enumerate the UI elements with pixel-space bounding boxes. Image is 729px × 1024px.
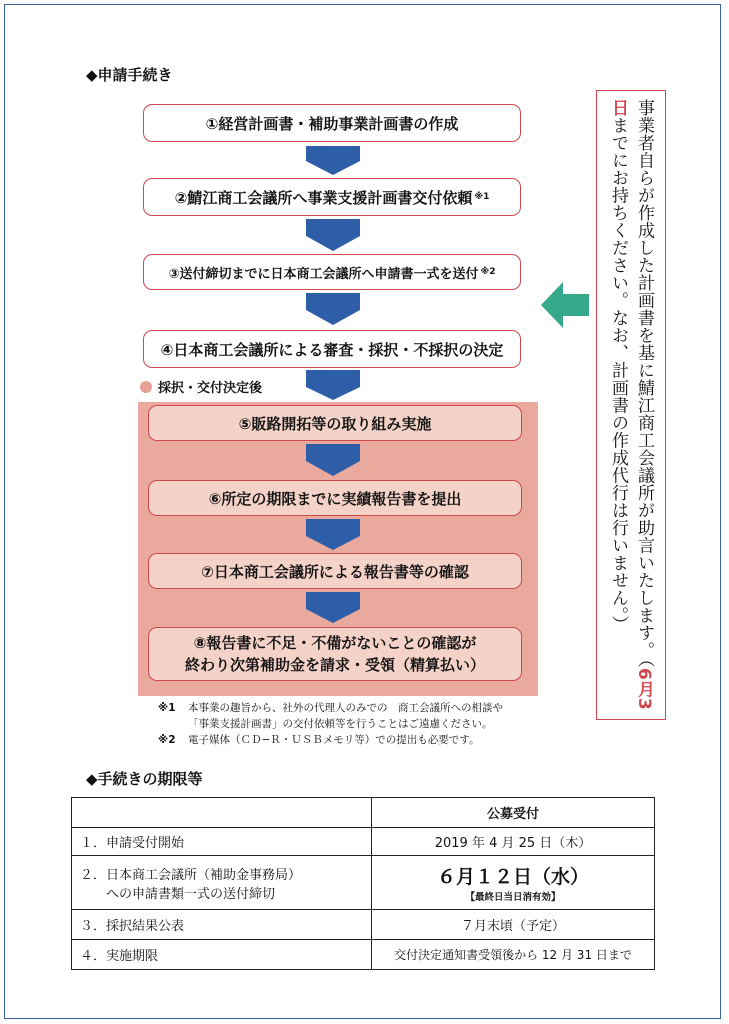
step-3 [143,254,521,290]
step-6-label: ⑥所定の期限までに実績報告書を提出 [208,489,462,508]
side-note-part1: 事業者自らが作成した計画書を基に鯖江商工会議所が助言いたします。 [634,99,654,659]
step-3-label: ③送付締切までに日本商工会議所へ申請書一式を送付 [168,266,479,282]
deadline-table [71,797,655,970]
footnote-1-mark: ※1 [158,702,176,714]
deadline-section-title: ◆手続きの期限等 [86,770,203,788]
step-4 [143,330,521,368]
apply-section-title: ◆申請手続き [86,66,173,84]
row-2-label [72,856,372,910]
step-8 [148,627,522,681]
row-4-value: 交付決定通知書受領後から 12 月 31 日まで [372,940,655,970]
table-row [72,940,655,970]
step-8-label-line1: ⑧報告書に不足・不備がないことの確認が [193,634,477,652]
step-7-label: ⑦日本商工会議所による報告書等の確認 [201,562,469,581]
post-adoption-text: 採択・交付決定後 [158,381,263,396]
footnotes [158,700,503,748]
step-4-label: ④日本商工会議所による審査・採択・不採択の決定 [160,340,504,359]
row-2-value [372,856,655,910]
step-5 [148,405,522,441]
table-header-row [72,798,655,828]
step-1-label: ①経営計画書・補助事業計画書の作成 [205,114,459,133]
row-2-value-date: ６月１２日（水） [436,866,589,888]
row-2-label-line2: への申請書類一式の送付締切 [80,886,276,902]
side-note-date: 6月3日 [608,99,654,711]
side-note-part2: までにお持ちください。なお、計画書の作成代行は行いません。） [608,116,628,633]
row-3-value: ７月末頃（予定） [372,910,655,940]
step-5-label: ⑤販路開拓等の取り組み実施 [238,414,432,433]
row-2-label-line1: ２．日本商工会議所（補助金事務局） [80,867,302,883]
table-header-empty [72,798,372,828]
footnote-1-line2: 「事業支援計画書」の交付依頼等を行うことはご遠慮ください。 [188,718,493,730]
side-note-text [605,99,657,711]
green-left-arrow-icon [541,280,589,330]
footnote-2 [158,732,503,748]
step-2-note: ※1 [474,192,490,202]
table-header-label: 公募受付 [372,798,655,828]
bullet-dot-icon [140,381,152,393]
step-1 [143,104,521,142]
step-2 [143,178,521,216]
footnote-2-mark: ※2 [158,734,176,746]
footnote-2-line1: 電子媒体（ＣＤ−Ｒ・ＵＳＢメモリ等）での提出も必要です。 [188,734,480,746]
step-3-note: ※2 [480,267,496,277]
row-1-value: 2019 年 4 月 25 日（木） [372,828,655,856]
row-1-label: １．申請受付開始 [72,828,372,856]
footnote-1 [158,700,503,732]
side-note-box [596,90,666,720]
table-row [72,828,655,856]
table-row [72,856,655,910]
step-2-label: ②鯖江商工会議所へ事業支援計画書交付依頼 [174,188,473,207]
row-2-value-note: 【最終日当日消有効】 [465,892,561,903]
footnote-1-line1: 本事業の趣旨から、社外の代理人のみでの 商工会議所への相談や [188,702,503,714]
table-row [72,910,655,940]
step-8-label-line2: 終わり次第補助金を請求・受領（精算払い） [184,656,485,674]
row-3-label: ３．採択結果公表 [72,910,372,940]
step-6 [148,480,522,516]
step-7 [148,553,522,589]
row-4-label: ４．実施期限 [72,940,372,970]
side-note-open: （ [634,659,654,668]
post-adoption-label [140,377,262,396]
